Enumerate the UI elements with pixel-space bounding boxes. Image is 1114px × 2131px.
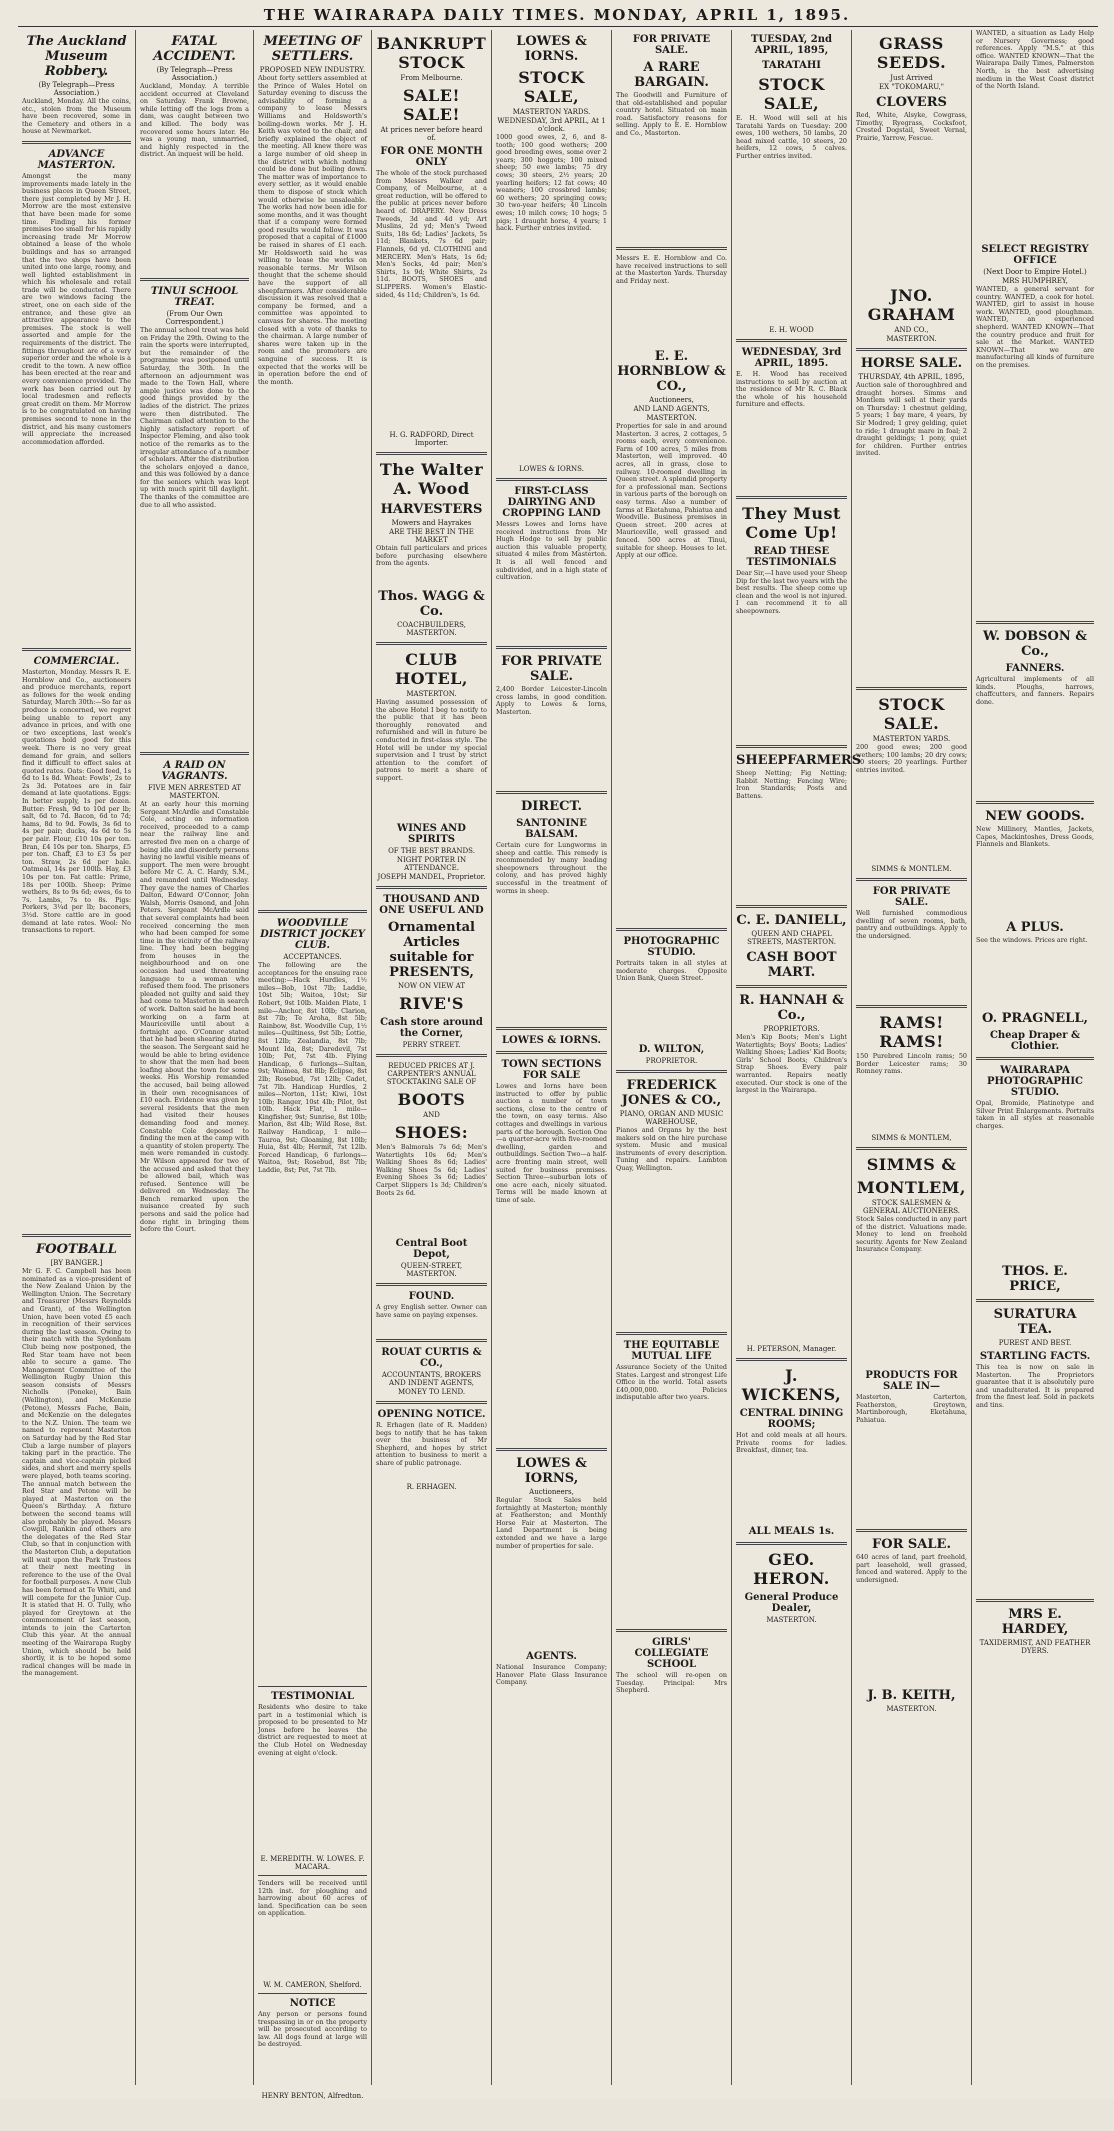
ad-sub: MONEY TO LEND. [397, 1388, 466, 1396]
ad-heading: CENTRAL DINING ROOMS; [739, 1408, 844, 1430]
divider [856, 348, 967, 351]
wanted-ads: WANTED, a general servant for country. WANTED, a cook for hotel. WANTED, girl to assist in house work. WANTED, good ploughman. WANTED, an experienced shepherd. WANTED KNOWN—That the country produce and fruit for sale at the Market. WANTED KNOWN—That we are manufacturing all kinds of furniture on the premises. [976, 285, 1094, 369]
wanted-ads: WANTED, a situation as Lady Help or Nursery Governess; good references. Apply "M.S." at this office. WANTED KNOWN—That the Wairarapa Daily Times, Palmerston North, is the best advertising medium in the West Coast district of the North Island. [976, 29, 1094, 91]
ad-sub: PIANO, ORGAN AND MUSIC WAREHOUSE, [619, 1110, 724, 1126]
divider [736, 339, 847, 342]
divider [376, 1283, 487, 1286]
column-4 [372, 30, 492, 2085]
ad-heading: NEW GOODS. [985, 809, 1085, 824]
divider [616, 247, 727, 250]
ad-body: Auction sale of thoroughbred and draught horses. Simms and Montlem will sell at their yards on Thursday: 1 chestnut gelding, 5 years; 1 bay mare, 4 years, by Sir Modred; 1 grey gelding, quiet to ride; 1 draught mare in foal; 2 draught geldings; 1 pony, quiet for children. Further entries invited. [856, 381, 967, 458]
ad-sub: MRS HUMPHREY, [1002, 277, 1068, 285]
ad-heading: MRS E. HARDEY, [1001, 1607, 1069, 1637]
divider [258, 1875, 367, 1876]
divider [856, 1147, 967, 1150]
article-body: Auckland, Monday. A terrible accident occurred at Cleveland on Saturday. Frank Browne, while letting off the logs from a dam, was caught between two and killed. The body was recovered some hours later. He was a young man, unmarried, and highly respected in the district. An inquest will be held. [140, 82, 249, 159]
ad-heading: PHOTOGRAPHIC STUDIO. [623, 936, 720, 958]
byline: (By Telegraph—Press Association.) [38, 81, 115, 97]
ad-heading: READ THESE TESTIMONIALS [746, 546, 837, 568]
divider [496, 646, 607, 649]
ad-body: Men's Balmorals 7s 6d; Men's Watertights 10s 6d; Men's Walking Shoes 8s 6d; Ladies' Walking Shoes 5s 6d; Ladies' Evening Shoes 3s 6d; Ladies' Carpet Slippers 1s 3d; Children's Boots 2s 6d. [376, 1143, 487, 1197]
ad-heading: GEO. HERON. [753, 1550, 830, 1588]
ad-heading: They Must Come Up! [742, 504, 841, 542]
ad-heading: RAMS! RAMS! [879, 1013, 944, 1051]
column-6 [612, 30, 732, 2085]
ad-sub: SIMMS & MONTLEM, [871, 1134, 952, 1142]
ad-body: Red, White, Alsyke, Cowgrass, Timothy, Ryegrass, Cocksfoot, Crested Dogstail, Sweet Vernal, Prairie, Yarrow, Fescue. [856, 111, 967, 142]
ad-sub: NOW ON VIEW AT [397, 982, 466, 990]
divider [258, 1686, 367, 1687]
byline: (From Our Own Correspondent.) [165, 310, 224, 326]
divider [376, 1339, 487, 1342]
article-body: Auckland, Monday. All the coins, etc., stolen from the Museum have been recovered, some in the Cemetery and others in a house at Newmarket. [22, 97, 131, 136]
ad-body: Obtain full particulars and prices before purchasing elsewhere from the agents. [376, 544, 487, 568]
column-9 [972, 30, 1098, 2085]
ad-sub: Cash store around the Corner, [380, 1017, 483, 1039]
divider [140, 278, 249, 281]
ad-sub: H. G. RADFORD, Direct Importer. [389, 431, 474, 447]
ad-heading: The Walter A. Wood [379, 460, 484, 498]
ad-body: This tea is now on sale in Masterton. The Proprietors guarantee that it is absolutely pure and unadulterated. It is prepared from the finest leaf. Sold in packets and tins. [976, 1363, 1094, 1409]
ad-sub: MASTERTON. [886, 335, 937, 343]
ad-sub: WEDNESDAY, 3rd APRIL, At 1 o'clock. [497, 117, 606, 133]
ad-heading: FIRST-CLASS DAIRYING AND CROPPING LAND [502, 486, 601, 519]
divider [976, 801, 1094, 804]
ad-heading: TUESDAY, 2nd APRIL, 1895, [751, 34, 832, 56]
ad-sub: Auctioneers, [649, 396, 694, 404]
ad-body: Masterton, Carterton, Featherston, Greytown, Martinborough, Eketahuna, Pahiatua. [856, 1393, 967, 1424]
divider [736, 1542, 847, 1545]
ad-heading: STOCK SALE. [878, 695, 945, 733]
column-5 [492, 30, 612, 2085]
ad-heading: FOR PRIVATE SALE. [501, 654, 602, 684]
ad-sub: PERRY STREET. [402, 1041, 461, 1049]
divider [856, 1005, 967, 1008]
article-body: The annual school treat was held on Friday the 29th. Owing to the rain the sports were interrupted, but the remainder of the programme was postponed until Saturday, the 30th. In the afternoon an adjournment was made to the Town Hall, where ample justice was done to the good things provided by the ladies of the district. The prizes were then distributed. The Chairman called attention to the highly satisfactory report of Inspector Fleming, and also took notice of the remarks as to the irregular attendance of a number of scholars. After the distribution the scholars enjoyed a dance, and this was followed by a dance for the seniors which was kept up with much spirit till daylight. The thanks of the committee are due to all who assisted. [140, 326, 249, 509]
ad-heading: C. E. DANIELL, [736, 913, 847, 928]
ad-heading: THOUSAND AND ONE USEFUL AND [379, 894, 484, 916]
divider [22, 141, 131, 144]
ad-body: R. Erhagen (late of R. Madden) begs to notify that he has taken over the business of Mr Shepherd, and hopes by strict attention to business to merit a share of public patronage. [376, 1421, 487, 1467]
ad-heading: SHEEPFARMERS [736, 753, 862, 768]
ad-heading: PRODUCTS FOR SALE IN— [865, 1370, 958, 1392]
byline: [BY BANGER.] [50, 1258, 103, 1267]
headline: The Auckland Museum Robbery. [26, 34, 127, 79]
ad-body: Regular Stock Sales held fortnightly at Masterton; monthly at Featherston; and Monthly Horse Fair at Masterton. The Land Department is being extended and we have a large number of properties for sale. [496, 1496, 607, 1550]
ad-body: Assurance Society of the United States. Largest and strongest Life Office in the world. Total assets £40,000,000. Policies indisputable after two years. [616, 1363, 727, 1402]
ad-sub: H. PETERSON, Manager. [746, 1345, 837, 1353]
ad-sub: PROPRIETOR. [645, 1057, 698, 1065]
masthead-title: THE WAIRARAPA DAILY TIMES. MONDAY, APRIL 1, 1895. [263, 6, 851, 24]
ad-heading: J. WICKENS, [741, 1366, 842, 1404]
headline: WOODVILLE DISTRICT JOCKEY CLUB. [260, 918, 365, 951]
divider [736, 985, 847, 988]
ad-body: Having assumed possession of the above Hotel I beg to notify to the public that it has been thoroughly renovated and refurnished and will in future be conducted in first-class style. The Hotel will be under my special supervision and I trust by strict attention to the comfort of patrons to merit a share of support. [376, 698, 487, 782]
subheadline: PROPOSED NEW INDUSTRY. [259, 66, 366, 74]
ad-body: National Insurance Company; Hanover Plate Glass Insurance Company. [496, 1663, 607, 1687]
ad-heading: CLUB HOTEL, [395, 650, 468, 688]
headline: TINUI SCHOOL TREAT. [150, 286, 239, 308]
masthead-rule [18, 26, 1098, 27]
divider [856, 687, 967, 690]
ad-body: Stock Sales conducted in any part of the district. Valuations made. Money to lend on freehold security. Agents for New Zealand Insurance Company. [856, 1215, 967, 1254]
ad-heading: Cheap Draper & Clothier. [989, 1030, 1081, 1052]
divider [856, 878, 967, 881]
ad-body: 200 good ewes; 200 good wethers; 100 lambs; 20 dry cows; 10 steers; 20 yearlings. Further entries invited. [856, 743, 967, 774]
ad-heading: CLOVERS [876, 95, 947, 110]
ad-body: E. H. Wood has received instructions to sell by auction at the residence of Mr R. C. Black the whole of his household furniture and effects. [736, 370, 847, 409]
ad-heading: SHOES: [394, 1123, 469, 1142]
ad-heading: FOR PRIVATE SALE. [632, 34, 711, 56]
ad-heading: OPENING NOTICE. [377, 1409, 486, 1420]
subheadline: FIVE MEN ARRESTED AT MASTERTON. [147, 784, 242, 800]
column-8 [852, 30, 972, 2085]
ad-heading: R. HANNAH & Co., [739, 993, 844, 1023]
ad-body: Hot and cold meals at all hours. Private rooms for ladies. Breakfast, dinner, tea. [736, 1431, 847, 1455]
ad-heading: Ornamental Articles suitable for PRESENTS, [388, 920, 475, 980]
ad-heading: TOWN SECTIONS FOR SALE [501, 1059, 602, 1081]
ad-heading: FOUND. [408, 1291, 455, 1302]
ad-heading: W. DOBSON & Co., [982, 629, 1088, 659]
ad-heading: WAIRARAPA PHOTOGRAPHIC STUDIO. [986, 1065, 1084, 1098]
divider [22, 648, 131, 651]
ad-sub: ARE THE BEST IN THE MARKET [389, 528, 474, 544]
ad-heading: GIRLS' COLLEGIATE SCHOOL [634, 1637, 709, 1670]
ad-body: Messrs E. E. Hornblow and Co. have received instructions to sell at the Masterton Yards. Thursday and Friday next. [616, 254, 727, 285]
ad-heading: E. E. HORNBLOW & CO., [617, 349, 726, 394]
divider [376, 452, 487, 455]
divider [616, 1332, 727, 1335]
ad-heading: FREDERICK JONES & CO., [621, 1078, 722, 1108]
article-body: At an early hour this morning Sergeant McArdle and Constable Cole, acting on information received, proceeded to a camp near the railway line and arrested five men on a charge of being idle and disorderly persons having no lawful visible means of support. The men were brought before Mr C. A. C. Hardy, S.M., and remanded until Wednesday. They gave the names of Charles Dalton, Edward O'Connor, John Walsh, Morris Osmond, and John Peters. Sergeant McArdle said that several complaints had been received concerning the men who had been camped for some time in the vicinity of the railway line. They had been begging from houses in the neighbourhood and on one occasion had used threatening language to a woman who refused them food. The prisoners pleaded not guilty and said they had come to Masterton in search of work. Dalton said he had been working on a farm at Mauriceville until about a fortnight ago. O'Connor stated that he had been shearing during the season. The Sergeant said he would be able to bring evidence to show that the men had been loafing about the town for some weeks. His Worship remanded the accused, bail being allowed in their own recognisances of £10 each. Evidence was given by several residents that the men had visited their houses demanding food and money. Constable Cole deposed to finding the men at the camp with a quantity of stolen property. The men were remanded in custody. Mr Wilson appeared for two of the accused and asked that they be allowed bail, which was refused. Sentence will be delivered on Wednesday. The Bench remarked upon the nuisance created by such persons and said the police had done right in bringing them before the Court. [140, 800, 249, 1234]
ad-heading: LOWES & IORNS, [516, 1456, 587, 1486]
ad-sub: LOWES & IORNS. [519, 465, 584, 473]
notice-heading: NOTICE [289, 1998, 336, 2009]
column-2 [136, 30, 254, 2085]
ad-heading: D. WILTON, [638, 1044, 705, 1055]
notice-heading: TESTIMONIAL [271, 1691, 354, 1702]
headline: COMMERCIAL. [33, 655, 120, 667]
tender-notice: Tenders will be received until 12th inst. for ploughing and harrowing about 60 acres of land. Specification can be seen on application. [258, 1879, 367, 1918]
ad-heading: A PLUS. [1006, 920, 1064, 935]
ad-sub: QUEEN AND CHAPEL STREETS, MASTERTON. [747, 930, 836, 946]
ad-heading: MONTLEM, [857, 1178, 966, 1197]
ad-sub: OF THE BEST BRANDS. [388, 847, 475, 855]
ad-heading: SIMMS & [866, 1155, 957, 1174]
columns [18, 29, 1098, 2100]
ad-heading: WINES AND SPIRITS [397, 823, 466, 845]
ad-heading: Central Boot Depot, [395, 1238, 468, 1260]
ad-body: The school will re-open on Tuesday. Principal: Mrs Shepherd. [616, 1671, 727, 1695]
divider [376, 886, 487, 889]
ad-body: Men's Kip Boots; Men's Light Watertights; Boys' Boots; Ladies' Walking Shoes; Ladies' Kid Boots; Girls' School Boots; Children's Strap Shoes. Every pair warranted. Repairs neatly executed. Our stock is one of the largest in the Wairarapa. [736, 1033, 847, 1095]
ad-heading: A RARE BARGAIN. [634, 60, 709, 90]
divider [616, 928, 727, 931]
divider [976, 1057, 1094, 1060]
divider [496, 791, 607, 794]
column-1 [18, 30, 136, 2085]
divider [976, 1599, 1094, 1602]
ad-body: E. H. Wood will sell at his Taratahi Yards on Tuesday: 200 ewes, 100 wethers, 50 lambs, 20 head mixed cattle, 10 steers, 20 heifers, 12 cows, 5 calves. Further entries invited. [736, 114, 847, 160]
ad-heading: GRASS SEEDS. [876, 34, 947, 72]
ad-body: A grey English setter. Owner can have same on paying expenses. [376, 1303, 487, 1319]
ad-sub: MASTERTON YARDS. [872, 735, 951, 743]
ad-sub: MASTERTON. [766, 1616, 817, 1624]
ad-sub: AND [423, 1111, 440, 1119]
headline: A RAID ON VAGRANTS. [161, 760, 228, 782]
ad-sub: Auctioneers, [529, 1488, 574, 1496]
ad-heading: General Produce Dealer, [744, 1592, 839, 1614]
ad-sub: COACHBUILDERS, MASTERTON. [397, 621, 466, 637]
article-body: Mr G. F. C. Campbell has been nominated as a vice-president of the New Zealand Union by the Wellington Union. The Secretary and Treasurer (Messrs Reynolds and Grant), of the Wellington Union, have been voted £5 each in recognition of their services during the last season. Owing to their match with the Sydenham Club being now postponed, the Red Star team have not been able to secure a game. The Management Committee of the Wellington Rugby Union this season consists of Messrs Nicholls (Poneke), Bain (Wellington), and McKenzie (Petone), Messrs Fache, Bain, and McKenzie on the delegates to the N.Z. Union. The team we named to represent Masterton on Saturday had by the Red Star Club a large number of players taking part in the practice. The captain and vice-captain picked sides, and short and merry spells were played, both teams scoring. The annual match between the Red Star and Petone will be played at Masterton on the Queen's Birthday. A fixture between the second teams will also probably be played. Messrs Cowgill, Rankin and others are the delegates of the Red Star Club, so that in conjunction with the Masterton Club, a deputation will wait upon the Park Trustees at their next meeting in reference to the use of the Oval for football purposes. A new Club has been formed at Te Whiti, and will compete for the Junior Cup. It is stated that H. O. Tully, who played for Greytown at the commencement of last season, intends to join the Carterton Club this year. At the annual meeting of the Wairarapa Rugby Union, which should be held shortly, it is to be hoped some radical changes will be made in the management. [22, 1266, 131, 1678]
ad-heading: HARVESTERS [380, 502, 483, 517]
ad-body: 1000 good ewes, 2, 6, and 8-tooth; 100 good wethers; 200 good breeding ewes, some over 2 years; 300 hoggets; 100 mixed sheep; 50 ewe lambs; 75 dry cows; 30 steers, 2½ years; 20 yearling heifers; 12 fat cows; 40 weaners; 100 crossbred lambs; 60 wethers; 20 springing cows; 30 two-year heifers; 40 Lincoln ewes; 10 milch cows; 10 hogs; 5 pigs; 1 draught horse, 4 years; 1 hack. Further entries invited. [496, 133, 607, 233]
column-3 [254, 30, 372, 2100]
ad-body: The Goodwill and Furniture of that old-established and popular country hotel. Situated on main road. Satisfactory reasons for selling. Apply to E. E. Hornblow and Co., Masterton. [616, 91, 727, 137]
ad-sub: NIGHT PORTER IN ATTENDANCE. [396, 856, 467, 872]
ad-sub: MASTERTON. [646, 414, 697, 422]
ad-heading: SELECT REGISTRY OFFICE [981, 244, 1089, 266]
ad-heading: LOWES & IORNS. [502, 1035, 601, 1046]
ad-body: 2,400 Border Leicester-Lincoln cross lambs, in good condition. Apply to Lowes & Iorns, Masterton. [496, 685, 607, 716]
article-body: Masterton, Monday. Messrs R. E. Hornblow and Co., auctioneers and produce merchants, report as follows for the week ending Saturday, March 30th:—So far as produce is concerned, we regret being unable to report any advance in prices, and with one or two exceptions, last week's quotations hold good for this week. There is no very great demand for grain, and sellers find it difficult to effect sales at quoted rates. Oats: Good feed, 1s 6d to 1s 8d. Wheat: Fowls', 2s to 2s 3d. Potatoes are in fair demand at late quotations. Eggs: In better supply, 1s per dozen. Butter: Fresh, 9d to 10d per lb; salt, 6d to 7d. Bacon, 6d to 7d; hams, 8d to 9d. Fowls, 3s 6d to 4s per pair; ducks, 4s 6d to 5s per pair. Flour, £10 10s per ton. Bran, £4 10s per ton. Sharps, £5 per ton. Chaff, £3 to £3 5s per ton. Straw, 2s 6d per bale. Oatmeal, 14s per 100lb. Hay, £3 10s per ton. Fat cattle: Prime, 18s per 100lb. Sheep: Prime wethers, 8s to 9s 6d; ewes, 6s to 7s. Lambs, 7s to 8s. Pigs: Porkers, 3¼d per lb; baconers, 3½d. Store cattle are in good demand at late rates. Wool: No transactions to report. [22, 667, 131, 935]
ad-heading: HORSE SALE. [860, 356, 963, 371]
divider [736, 496, 847, 499]
divider [376, 1401, 487, 1404]
ad-body: New Millinery, Mantles, Jackets, Capes, Mackintoshes, Dress Goods, Flannels and Blankets. [976, 825, 1094, 849]
ad-body: Sheep Netting; Fig Netting; Rabbit Netting; Fencing Wire; Iron Standards; Posts and Battens. [736, 769, 847, 800]
ad-heading: ROUAT CURTIS & CO., [381, 1347, 482, 1369]
ad-sub: AND CO., [894, 326, 929, 334]
ad-body: See the windows. Prices are right. [976, 936, 1088, 944]
ad-heading: THOS. E. PRICE, [1002, 1264, 1068, 1294]
divider [616, 1629, 727, 1632]
ad-sub: MASTERTON. [406, 690, 457, 698]
ad-sub: From Melbourne. [400, 74, 463, 82]
ad-sub: QUEEN-STREET, MASTERTON. [400, 1262, 463, 1278]
divider [616, 1070, 727, 1073]
notice-body: Residents who desire to take part in a testimonial which is proposed to be presented to Mr Jones before he leaves the district are requested to meet at the Club Hotel on Wednesday evening at eight o'clock. [258, 1703, 367, 1757]
ad-heading: ALL MEALS 1s. [748, 1526, 835, 1537]
ad-heading: TARATAHI [762, 60, 821, 71]
ad-body: Certain cure for Lungworms in sheep and cattle. This remedy is recommended by many leading sheepowners throughout the colony, and has proved highly successful in the treatment of worms in sheep. [496, 841, 607, 895]
ad-sub: Mowers and Hayrakes [391, 519, 472, 527]
divider [496, 1448, 607, 1451]
ad-body: Properties for sale in and around Masterton. 3 acres, 2 cottages, 5 rooms each, every convenience. Farm of 100 acres, 5 miles from Masterton, well improved. 40 acres, all in grass, close to railway. 10-roomed dwelling in Queen street. A splendid property for a professional man. Sections in various parts of the borough on easy terms. Also a number of farms at Eketahuna, Pahiatua and Woodville. Business premises in Queen street. 200 acres at Mauriceville, well grassed and fenced. 500 acres at Tinui, suitable for sheep. Houses to let. Apply at our office. [616, 422, 727, 560]
ad-heading: J. B. KEITH, [867, 1688, 956, 1703]
ad-heading: JNO. GRAHAM [867, 286, 956, 324]
ad-heading: SALE! SALE! [403, 86, 460, 124]
ad-body: Messrs Lowes and Iorns have received instructions from Mr Hugh Hodge to sell by public auction this valuable property, situated 4 miles from Masterton. It is all well fenced and subdivided, and in a high state of cultivation. [496, 520, 607, 582]
ad-sub: At prices never before heard of. [380, 126, 483, 142]
divider [976, 1299, 1094, 1302]
ad-heading: STOCK SALE, [758, 75, 825, 113]
headline: FOOTBALL [36, 1241, 117, 1257]
ad-heading: RIVE'S [399, 994, 464, 1013]
ad-body: Opal, Bromide, Platinotype and Silver Print Enlargements. Portraits taken in all styles at reasonable charges. [976, 1099, 1094, 1130]
divider [736, 1358, 847, 1361]
divider [736, 905, 847, 908]
ad-sub: E. H. WOOD [769, 326, 814, 334]
ad-sub: PROPRIETORS. [763, 1025, 820, 1033]
ad-sub: TAXIDERMIST, AND FEATHER DYERS. [979, 1639, 1091, 1655]
ad-heading: STARTLING FACTS. [979, 1351, 1091, 1362]
ad-heading: FOR PRIVATE SALE. [872, 886, 951, 908]
ad-heading: STOCK SALE, [518, 68, 585, 106]
ad-sub: ACCOUNTANTS, BROKERS AND INDENT AGENTS, [381, 1371, 482, 1387]
ad-heading: Thos. WAGG & Co. [378, 589, 485, 619]
ad-sub: EX "TOKOMARU," [879, 83, 944, 91]
notice-signatures: HENRY BENTON, Alfredton. [261, 2092, 364, 2100]
ad-body: Agricultural implements of all kinds. Ploughs, harrows, chaffcutters, and fanners. Repairs done. [976, 675, 1094, 706]
ad-heading: BOOTS [397, 1090, 466, 1109]
article-body: The following are the acceptances for the ensuing race meeting:—Hack Hurdles, 1½ miles—Bob, 10st 7lb; Laddie, 10st 5lb; Waitoa, 10st; Sir Robert, 9st 10lb. Maiden Plate, 1 mile—Anchor, 8st 10lb; Clarion, 8st 7lb; Te Aroha, 8st 5lb; Rainbow, 8st. Woodville Cup, 1½ miles—Quiltiness, 9st 5lb; Lottie, 8st 12lb; Zealandia, 8st 7lb; Mount Ida, 8st; Daredevil, 7st 10lb; Pet, 7st 4lb. Flying Handicap, 6 furlongs—Sultan, 9st; Waimea, 8st 8lb; Eclipse, 8st 2lb; Rosebud, 7st 12lb; Cadet, 7st 7lb. Handicap Hurdles, 2 miles—Norton, 11st; Kiwi, 10st 10lb; Ranger, 10st 4lb; Pilot, 9st 10lb. Hack Flat, 1 mile—Kingfisher, 9st; Sunrise, 8st 10lb; Marion, 8st 4lb; Wild Rose, 8st. Railway Handicap, 1 mile—Tauroa, 9st; Gloaming, 8st 10lb; Huia, 8st 4lb; Hermit, 7st 12lb. Forced Handicap, 6 furlongs—Waitoa, 9st; Rosebud, 8st 7lb; Laddie, 8st; Pet, 7st 7lb. [258, 961, 367, 1175]
ad-heading: LOWES & IORNS. [516, 34, 587, 64]
article-body: About forty settlers assembled at the Prince of Wales Hotel on Saturday evening to discuss the advisability of forming a company to lease Messrs Williams and Holdsworth's boiling-down works. Mr J. H. Keith was voted to the chair, and briefly explained the object of the meeting. All knew there was a large number of old sheep in the district with which nothing could be done but boiling down. The matter was of importance to every settler, as it would enable them to dispose of stock which would otherwise be unsaleable. The works had now been idle for some months, and it was thought that if a company were formed good results would follow. It was proposed that a capital of £1000 be raised in shares of £1 each. Mr Holdsworth said he was willing to lease the works on reasonable terms. Mr Wilson thought that the scheme should have the support of all sheepfarmers. After considerable discussion it was resolved that a company be formed, and a committee was appointed to canvass for shares. The meeting closed with a vote of thanks to the chairman. A large number of shares were taken up in the room and the promoters are sanguine of success. It is expected that the works will be in operation before the end of the month. [258, 74, 367, 386]
ad-heading: BANKRUPT STOCK [376, 34, 487, 72]
ad-body: The whole of the stock purchased from Messrs Walker and Company, of Melbourne, at a great reduction, will be offered to the public at prices never before heard of. DRAPERY. New Dress Tweeds, 3d and 4d yd; Art Muslins, 2d yd; Men's Tweed Suits, 18s 6d; Ladies' Jackets, 5s 11d; Blankets, 7s 6d pair; Flannels, 6d yd. CLOTHING and MERCERY. Men's Hats, 1s 6d; Men's Socks, 4d pair; Men's Shirts, 1s 9d; White Shirts, 2s 11d. BOOTS, SHOES and SLIPPERS. Women's Elastic-sided, 4s 11d; Children's, 1s 6d. [376, 169, 487, 299]
ad-sub: R. ERHAGEN. [406, 1483, 457, 1491]
ad-heading: WEDNESDAY, 3rd APRIL, 1895. [741, 347, 842, 369]
ad-heading: SANTONINE BALSAM. [516, 818, 587, 840]
ad-body: Dear Sir,—I have used your Sheep Dip for the last two years with the best results. The sheep come up clean and the wool is not injured. I can recommend it to all sheepowners. [736, 569, 848, 615]
ad-heading: THE EQUITABLE MUTUAL LIFE [623, 1340, 720, 1362]
ad-heading: SURATURA TEA. [993, 1307, 1077, 1337]
notice-signatures: E. MEREDITH. W. LOWES. F. MACARA. [260, 1855, 365, 1871]
ad-heading: O. PRAGNELL, [982, 1011, 1088, 1026]
ad-body: Lowes and Iorns have been instructed to offer by public auction a number of town sections, close to the centre of the town, on easy terms. Also cottages and dwellings in various parts of the borough. Section One—a quarter-acre with five-roomed dwelling, garden and outbuildings. Section Two—a half-acre fronting main street, well suited for business premises. Section Three—suburban lots of one acre each, nicely situated. Terms will be made known at time of sale. [496, 1082, 607, 1204]
article-body: Amongst the many improvements made lately in the business places in Queen Street, there just completed by Mr J. H. Morrow are the most extensive that have been made for some time. Finding his former premises too small for his rapidly increasing trade Mr Morrow obtained a lease of the whole buildings and has so arranged that the two shops have been united into one large, roomy, and well lighted establishment in which his wholesale and retail trade will be conducted. There are two windows facing the street, one on each side of the entrance, and these give an attractive appearance to the premises. The stock is well assorted and ample for the requirements of the district. The fittings throughout are of a very superior order and the whole is a credit to the town. A new office has been erected at the rear and every convenience provided. The work has been carried out by local tradesmen and reflects great credit on them. Mr Morrow is to be congratulated on having premises second to none in the district, and his many customers will appreciate the increased accommodation afforded. [22, 171, 131, 446]
ad-sub: MASTERTON. [886, 1705, 937, 1713]
ad-heading: DIRECT. [521, 799, 582, 814]
ad-sub: MASTERTON YARDS. [512, 108, 591, 116]
ad-body: Pianos and Organs by the best makers sold on the hire purchase system. Music and musical instruments of every description. Tuning and repairs. Lambton Quay, Wellington. [616, 1126, 727, 1172]
ad-body: Portraits taken in all styles at moderate charges. Opposite Union Bank, Queen Street. [616, 959, 727, 983]
divider [258, 1993, 367, 1994]
ad-heading: CASH BOOT MART. [746, 950, 837, 980]
divider [258, 910, 367, 913]
divider [22, 1234, 131, 1237]
ad-sub: SIMMS & MONTLEM. [871, 865, 952, 873]
divider [736, 745, 847, 748]
headline: ADVANCE MASTERTON. [37, 148, 116, 171]
byline: (By Telegraph—Press Association.) [156, 66, 233, 82]
notice-signatures: W. M. CAMERON, Shelford. [263, 1981, 362, 1989]
divider [496, 478, 607, 481]
subheadline: ACCEPTANCES. [283, 953, 342, 961]
ad-sub: STOCK SALESMEN & GENERAL AUCTIONEERS. [862, 1199, 960, 1215]
ad-body: Well furnished commodious dwelling of seven rooms, bath, pantry and outbuildings. Apply to the undersigned. [856, 909, 967, 940]
masthead [0, 6, 1114, 24]
divider [140, 752, 249, 755]
ad-sub: JOSEPH MANDEL, Proprietor. [377, 873, 486, 881]
ad-heading: FOR SALE. [872, 1537, 951, 1552]
headline: MEETING OF SETTLERS. [263, 34, 362, 64]
headline: FATAL ACCIDENT. [153, 34, 236, 64]
ad-sub: AND LAND AGENTS, [633, 405, 710, 413]
ad-sub: THURSDAY, 4th APRIL, 1895, [858, 373, 965, 381]
divider [376, 1054, 487, 1057]
notice-body: Any person or persons found trespassing in or on the property will be prosecuted according to law. All dogs found at large will be destroyed. [258, 2010, 367, 2049]
ad-sub: (Next Door to Empire Hotel.) [983, 268, 1087, 276]
divider [376, 642, 487, 645]
divider [496, 1027, 607, 1030]
ad-sub: Just Arrived [890, 74, 933, 82]
column-7 [732, 30, 862, 2085]
divider [856, 1529, 967, 1532]
ad-sub: PUREST AND BEST. [998, 1339, 1072, 1347]
ad-heading: AGENTS. [526, 1651, 577, 1662]
ad-body: 150 Purebred Lincoln rams; 50 Border Leicester rams; 30 Romney rams. [856, 1052, 967, 1076]
divider [976, 621, 1094, 624]
ad-sub: REDUCED PRICES AT J. CARPENTER'S ANNUAL STOCKTAKING SALE OF [386, 1062, 477, 1086]
divider [496, 1051, 607, 1054]
ad-heading: FANNERS. [1005, 663, 1065, 674]
ad-body: 640 acres of land, part freehold, part leasehold, well grassed, fenced and watered. Apply to the undersigned. [856, 1553, 967, 1584]
ad-sub: FOR ONE MONTH ONLY [380, 146, 483, 168]
